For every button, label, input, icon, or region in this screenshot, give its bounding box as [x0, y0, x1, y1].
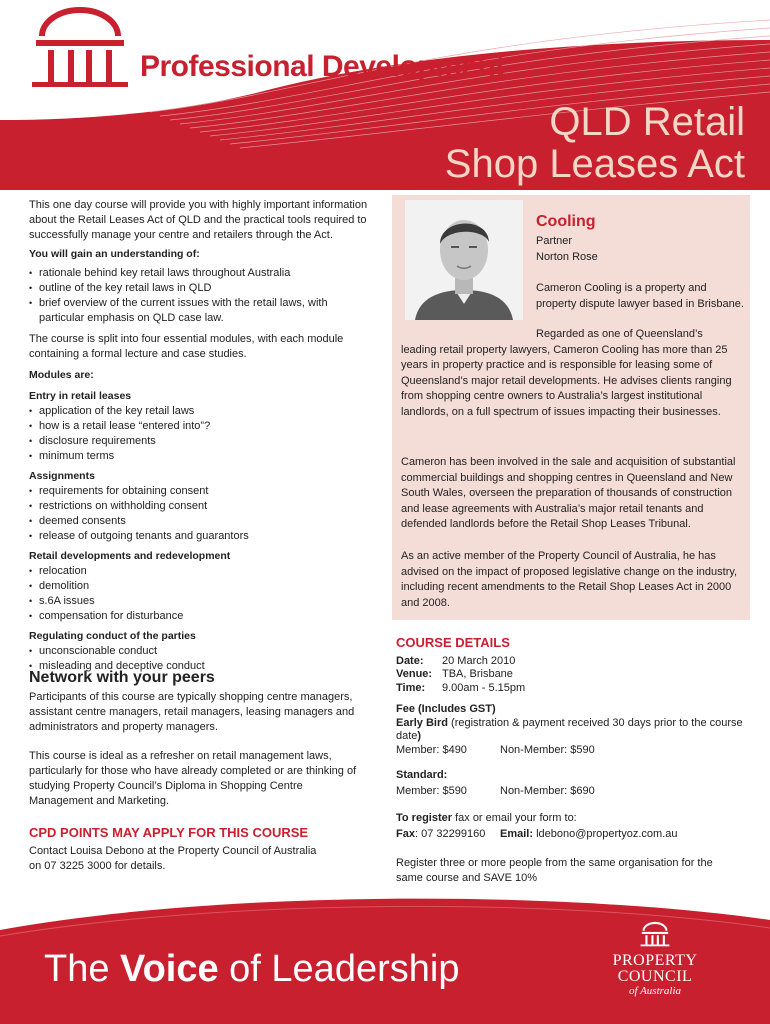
network-para-1: Participants of this course are typically shopping centre managers, assistant centre managers, retail managers, leasing managers and administrators and property managers. [29, 691, 355, 733]
list-item: • demolition [29, 579, 369, 594]
module-developments [29, 549, 369, 624]
course-details [396, 636, 746, 886]
early-bird-note: (registration & payment received 30 days prior to the course date [396, 716, 743, 742]
presenter-bio-3: Cameron has been involved in the sale and acquisition of substantial commercial buildings and shopping centres in Queensland and New South Wales, overseen the preparation of thousands of construction and lease agreements with Australia’s major retail tenants and defended landlords before the Retail Shop Leases Tribunal. [401, 456, 736, 530]
module-list [29, 404, 369, 464]
time-row [396, 682, 746, 696]
early-bird-row [396, 717, 746, 744]
list-item: • restrictions on withholding consent [29, 499, 369, 514]
network-para-2: This course is ideal as a refresher on retail management laws, particularly for those who have already completed or are thinking of studying Property Council’s Diploma in Shopping Centre Management and Marketing. [29, 750, 357, 807]
presenter-bio-4: As an active member of the Property Council of Australia, he has advised on the impact of proposed legislative change on the industry, including recent amendments to the Retail Shop Leases Act in 2000 and 2008. [401, 550, 738, 609]
presenter-photo [405, 200, 523, 320]
email-label: Email: [500, 827, 534, 840]
venue-label: Venue: [396, 668, 433, 680]
module-list [29, 484, 369, 544]
intro-section [29, 198, 369, 674]
tagline-bold: Voice [120, 948, 219, 990]
email-address[interactable]: ldebono@propertyoz.com.au [533, 827, 678, 840]
list-item: • rationale behind key retail laws throughout Australia [29, 266, 369, 281]
list-item: • s.6A issues [29, 594, 369, 609]
presenter-role: Partner [536, 235, 573, 247]
list-item: • misleading and deceptive conduct [29, 659, 369, 674]
fax-label: Fax [396, 827, 415, 840]
cpd-text: Contact Louisa Debono at the Property Council of Australia on 07 3225 3000 for details. [29, 845, 317, 872]
presenter-bio-1: Cameron Cooling is a property and property dispute lawyer based in Brisbane. [536, 282, 744, 310]
logo-line-1: PROPERTY [612, 952, 698, 969]
module-conduct [29, 629, 369, 674]
venue-row [396, 668, 746, 682]
register-label: To register [396, 812, 453, 824]
list-item: • minimum terms [29, 449, 369, 464]
presenter-firm: Norton Rose [536, 251, 598, 263]
program-title: Professional Development [140, 50, 505, 83]
network-heading: Network with your peers [29, 669, 215, 686]
module-assignments [29, 469, 369, 544]
network-section [29, 670, 369, 809]
list-item: • requirements for obtaining consent [29, 484, 369, 499]
list-item: • how is a retail lease “entered into”? [29, 419, 369, 434]
module-title: Entry in retail leases [29, 390, 132, 402]
early-price-row [396, 744, 746, 758]
standard-label: Standard: [396, 769, 448, 781]
list-item: • unconscionable conduct [29, 644, 369, 659]
footer-tagline [44, 948, 459, 991]
course-details-heading: COURSE DETAILS [396, 635, 510, 650]
tagline-pre: The [44, 948, 121, 990]
list-item: • brief overview of the current issues with the retail laws, with particular emphasis on QLD case law. [29, 296, 369, 326]
logo-line-2: COUNCIL [617, 968, 693, 985]
group-discount-text: Register three or more people from the same organisation for the same course and SAVE 10% [396, 857, 713, 884]
time-label: Time: [396, 681, 426, 694]
list-item: • disclosure requirements [29, 434, 369, 449]
date-row [396, 655, 746, 669]
presenter-portrait-image [405, 200, 523, 320]
date-value: 20 March 2010 [442, 654, 516, 667]
fax-number: : 07 32299160 [414, 827, 486, 840]
presenter-name: Cooling [536, 213, 596, 230]
list-item: • relocation [29, 564, 369, 579]
intro-text: This one day course will provide you with highly important information about the Retail Leases Act of QLD and the practical tools required to successfully manage your centre and retailers through the Act. [29, 199, 368, 241]
time-value: 9.00am - 5.15pm [442, 681, 526, 694]
council-pillar-icon [640, 920, 670, 948]
early-member-price: Member: $490 [396, 743, 467, 756]
early-nonmember-price: Non-Member: $590 [500, 743, 595, 756]
module-list [29, 564, 369, 624]
course-title-line-1: QLD Retail [549, 100, 745, 144]
logo-line-3: of Australia [628, 985, 682, 997]
list-item: • deemed consents [29, 514, 369, 529]
cpd-heading: CPD POINTS MAY APPLY FOR THIS COURSE [29, 825, 309, 840]
register-text: fax or email your form to: [452, 812, 577, 824]
list-item: • release of outgoing tenants and guarantors [29, 529, 369, 544]
fee-heading: Fee (Includes GST) [396, 703, 496, 715]
modules-heading: Modules are: [29, 369, 94, 381]
tagline-post: of Leadership [218, 948, 460, 990]
standard-nonmember-price: Non-Member: $690 [500, 784, 595, 797]
early-bird-label: Early Bird [396, 716, 448, 729]
module-entry [29, 389, 369, 464]
cpd-section [29, 825, 369, 874]
standard-price-row [396, 785, 746, 799]
venue-value: TBA, Brisbane [442, 668, 513, 680]
property-council-logo [590, 920, 720, 998]
early-bird-close: ) [417, 730, 422, 742]
module-title: Assignments [29, 470, 95, 482]
gain-heading: You will gain an understanding of: [29, 248, 200, 260]
list-item: • compensation for disturbance [29, 609, 369, 624]
module-title: Regulating conduct of the parties [29, 630, 196, 642]
pillar-logo-icon [30, 6, 130, 88]
register-row [396, 812, 746, 826]
presenter-bio-2: Regarded as one of Queensland’s leading retail property lawyers, Cameron Cooling has more than 25 years in property practice and is responsible for leasing some of Queensland’s major retail developments. He advises clients ranging from shopping centre owners to Australia’s largest institutional landlords, on a full spectrum of issues impacting their businesses. [401, 328, 732, 418]
list-item: • outline of the key retail laws in QLD [29, 281, 369, 296]
list-item: • application of the key retail laws [29, 404, 369, 419]
contact-row [396, 828, 746, 842]
module-title: Retail developments and redevelopment [29, 550, 231, 562]
modules-intro-text: The course is split into four essential modules, with each module containing a formal lecture and case studies. [29, 333, 344, 360]
standard-member-price: Member: $590 [396, 784, 467, 797]
date-label: Date: [396, 654, 424, 667]
course-title-line-2: Shop Leases Act [444, 142, 745, 186]
gain-list [29, 266, 369, 326]
